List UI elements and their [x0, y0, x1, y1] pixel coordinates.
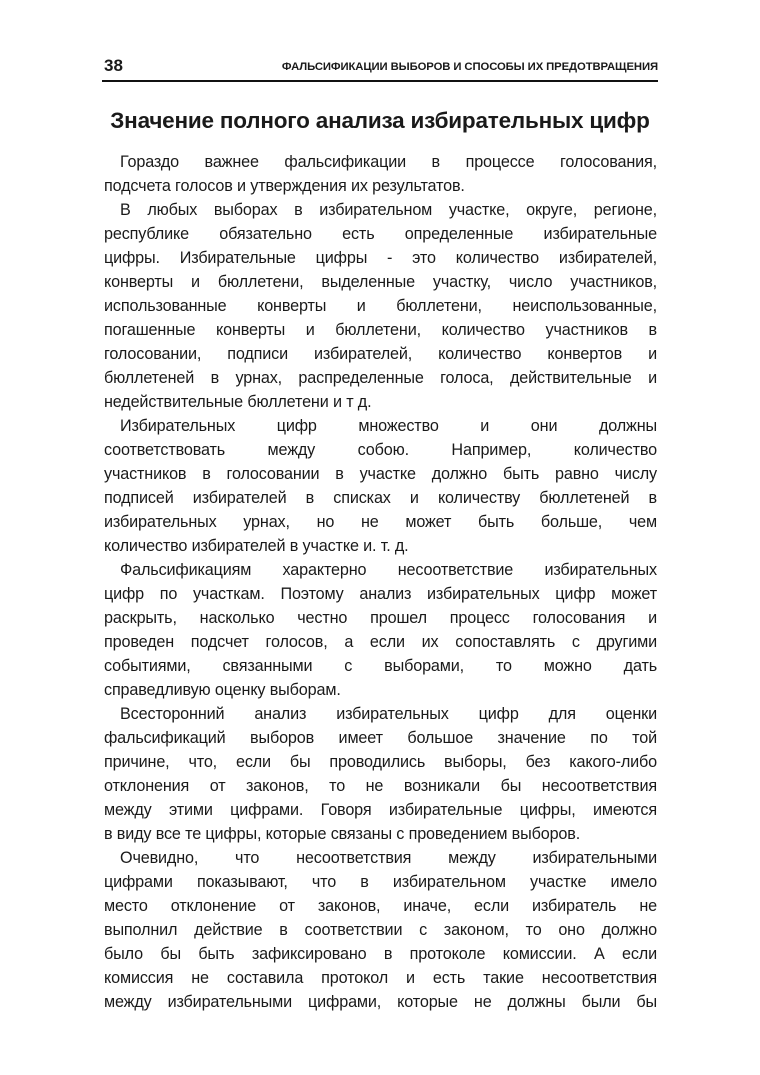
text-line: было бы быть зафиксировано в протоколе комиссии. А если: [104, 945, 657, 963]
text-line: бюллетеней в урнах, распределенные голоса, действительные и: [104, 369, 657, 387]
paragraph: [104, 558, 657, 702]
text-line: событиями, связанными с выборами, то можно дать: [104, 657, 657, 675]
text-line: фальсификаций выборов имеет большое значение по той: [104, 729, 657, 747]
text-line: в виду все те цифры, которые связаны с проведением выборов.: [104, 825, 581, 843]
text-line: выполнил действие в соответствии с законом, то оно должно: [104, 921, 657, 939]
text-line: Избирательных цифр множество и они должны: [120, 417, 657, 435]
text-line: конверты и бюллетени, выделенные участку, число участников,: [104, 273, 657, 291]
text-line: участников в голосовании в участке должно быть равно числу: [104, 465, 657, 483]
text-line: проведен подсчет голосов, а если их сопоставлять с другими: [104, 633, 657, 651]
text-line: раскрыть, насколько честно прошел процесс голосования и: [104, 609, 657, 627]
text-line: В любых выборах в избирательном участке, округе, регионе,: [120, 201, 657, 219]
running-title: ФАЛЬСИФИКАЦИИ ВЫБОРОВ И СПОСОБЫ ИХ ПРЕДОТВРАЩЕНИЯ: [281, 61, 658, 73]
text-line: Гораздо важнее фальсификации в процессе голосования,: [120, 153, 657, 171]
text-line: подписей избирателей в списках и количеству бюллетеней в: [104, 489, 657, 507]
text-line: недействительные бюллетени и т д.: [104, 393, 372, 411]
text-line: республике обязательно есть определенные избирательные: [104, 225, 657, 243]
text-line: Фальсификациям характерно несоответствие избирательных: [120, 561, 657, 579]
paragraph: [104, 702, 657, 846]
page-number: 38: [104, 56, 123, 75]
text-line: Всесторонний анализ избирательных цифр для оценки: [120, 705, 657, 723]
text-line: Очевидно, что несоответствия между избирательными: [120, 849, 657, 867]
text-line: справедливую оценку выборам.: [104, 681, 341, 699]
text-line: комиссия не составила протокол и есть такие несоответствия: [104, 969, 657, 987]
page-header: [102, 58, 658, 82]
text-line: использованные конверты и бюллетени, неиспользованные,: [104, 297, 657, 315]
text-line: голосовании, подписи избирателей, количество конвертов и: [104, 345, 657, 363]
text-line: отклонения от законов, то не возникали бы несоответствия: [104, 777, 657, 795]
text-line: между этими цифрами. Говоря избирательные цифры, имеются: [104, 801, 657, 819]
text-line: между избирательными цифрами, которые не должны были бы: [104, 993, 657, 1011]
body-text: [104, 150, 657, 1014]
text-line: погашенные конверты и бюллетени, количество участников в: [104, 321, 657, 339]
paragraph: [104, 198, 657, 414]
text-line: цифр по участкам. Поэтому анализ избирательных цифр может: [104, 585, 657, 603]
text-line: цифры. Избирательные цифры - это количество избирателей,: [104, 249, 657, 267]
paragraph: [104, 150, 657, 198]
text-line: подсчета голосов и утверждения их результатов.: [104, 177, 465, 195]
text-line: причине, что, если бы проводились выборы, без какого-либо: [104, 753, 657, 771]
paragraph: [104, 846, 657, 1014]
text-line: соответствовать между собою. Например, количество: [104, 441, 657, 459]
text-line: цифрами показывают, что в избирательном участке имело: [104, 873, 657, 891]
section-title: Значение полного анализа избирательных цифр: [110, 108, 650, 133]
paragraph: [104, 414, 657, 558]
text-line: избирательных урнах, но не может быть больше, чем: [104, 513, 657, 531]
text-line: место отклонение от законов, иначе, если избиратель не: [104, 897, 657, 915]
text-line: количество избирателей в участке и. т. д.: [104, 537, 409, 555]
